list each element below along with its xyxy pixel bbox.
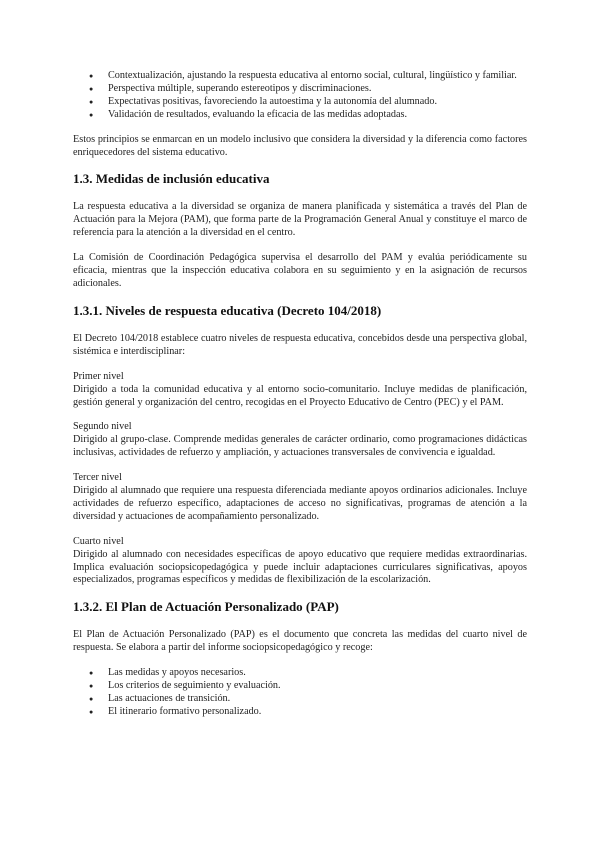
level-title: Primer nivel <box>73 370 124 382</box>
list-item: ● Contextualización, ajustando la respuesta educativa al entorno social, cultural, lingüístico y familiar. <box>73 70 527 83</box>
level-block <box>73 371 527 410</box>
level-title: Cuarto nivel <box>73 535 124 547</box>
level-text: Dirigido al alumnado con necesidades específicas de apoyo educativo que requiere medidas extraordinarias. Implica evaluación sociopsicopedagógica y puede incluir adaptaciones curriculares significativas, apoyos especializados, programas específicos y medidas de flexibilización de la escolarización. <box>73 548 527 586</box>
level-title: Tercer nivel <box>73 472 122 484</box>
section-heading-1-3-1: 1.3.1. Niveles de respuesta educativa (Decreto 104/2018) <box>73 302 382 318</box>
paragraph: La respuesta educativa a la diversidad se organiza de manera planificada y sistemática a través del Plan de Actuación para la Mejora (PAM), que forma parte de la Programación General Anual y constituye el marco de referencia para la atención a la diversidad en el centro. <box>73 201 527 239</box>
level-title: Segundo nivel <box>73 421 132 433</box>
level-text: Dirigido al alumnado que requiere una respuesta diferenciada mediante apoyos ordinarios adicionales. Incluye actividades de refuerzo específico, adaptaciones de acceso no significativas, programas de atención a la diversidad y actuaciones de acompañamiento personalizado. <box>73 485 527 522</box>
list-item: ● Validación de resultados, evaluando la eficacia de las medidas adoptadas. <box>73 109 527 122</box>
document-page <box>73 70 527 719</box>
list-item: ● Perspectiva múltiple, superando estereotipos y discriminaciones. <box>73 83 527 96</box>
section-heading-1-3-2: 1.3.2. El Plan de Actuación Personalizado (PAP) <box>73 599 339 615</box>
intro-paragraph: Estos principios se enmarcan en un modelo inclusivo que considera la diversidad y la diferencia como factores enriquecedores del sistema educativo. <box>73 133 527 158</box>
level-text: Dirigido a toda la comunidad educativa y al entorno socio-comunitario. Incluye medidas de planificación, gestión general y organización del centro, recogidas en el Proyecto Educativo de Centro (PEC) y el PAM. <box>73 383 527 408</box>
level-block <box>73 472 527 524</box>
list-item: ● El itinerario formativo personalizado. <box>73 706 527 719</box>
list-item: ● Expectativas positivas, favoreciendo la autoestima y la autonomía del alumnado. <box>73 96 527 109</box>
paragraph: El Decreto 104/2018 establece cuatro niveles de respuesta educativa, concebidos desde una perspectiva global, sistémica e interdisciplinar: <box>73 332 527 357</box>
level-text: Dirigido al grupo-clase. Comprende medidas generales de carácter ordinario, como programaciones didácticas inclusivas, actividades de refuerzo y ampliación, y actuaciones transversales de convivencia e igualdad. <box>73 434 527 459</box>
level-block <box>73 421 527 460</box>
pap-bullet-list <box>73 667 527 719</box>
list-item: ● Las actuaciones de transición. <box>73 693 527 706</box>
list-item: ● Las medidas y apoyos necesarios. <box>73 667 527 680</box>
paragraph: El Plan de Actuación Personalizado (PAP) es el documento que concreta las medidas del cuarto nivel de respuesta. Se elabora a partir del informe sociopsicopedagógico y recoge: <box>73 629 527 654</box>
paragraph: La Comisión de Coordinación Pedagógica supervisa el desarrollo del PAM y evalúa periódicamente su eficacia, mientras que la inspección educativa colabora en su seguimiento y en la asignación de recursos adicionales. <box>73 252 527 289</box>
level-block <box>73 536 527 588</box>
list-item: ● Los criterios de seguimiento y evaluación. <box>73 680 527 693</box>
intro-bullet-list <box>73 70 527 122</box>
section-heading-1-3: 1.3. Medidas de inclusión educativa <box>73 171 270 187</box>
